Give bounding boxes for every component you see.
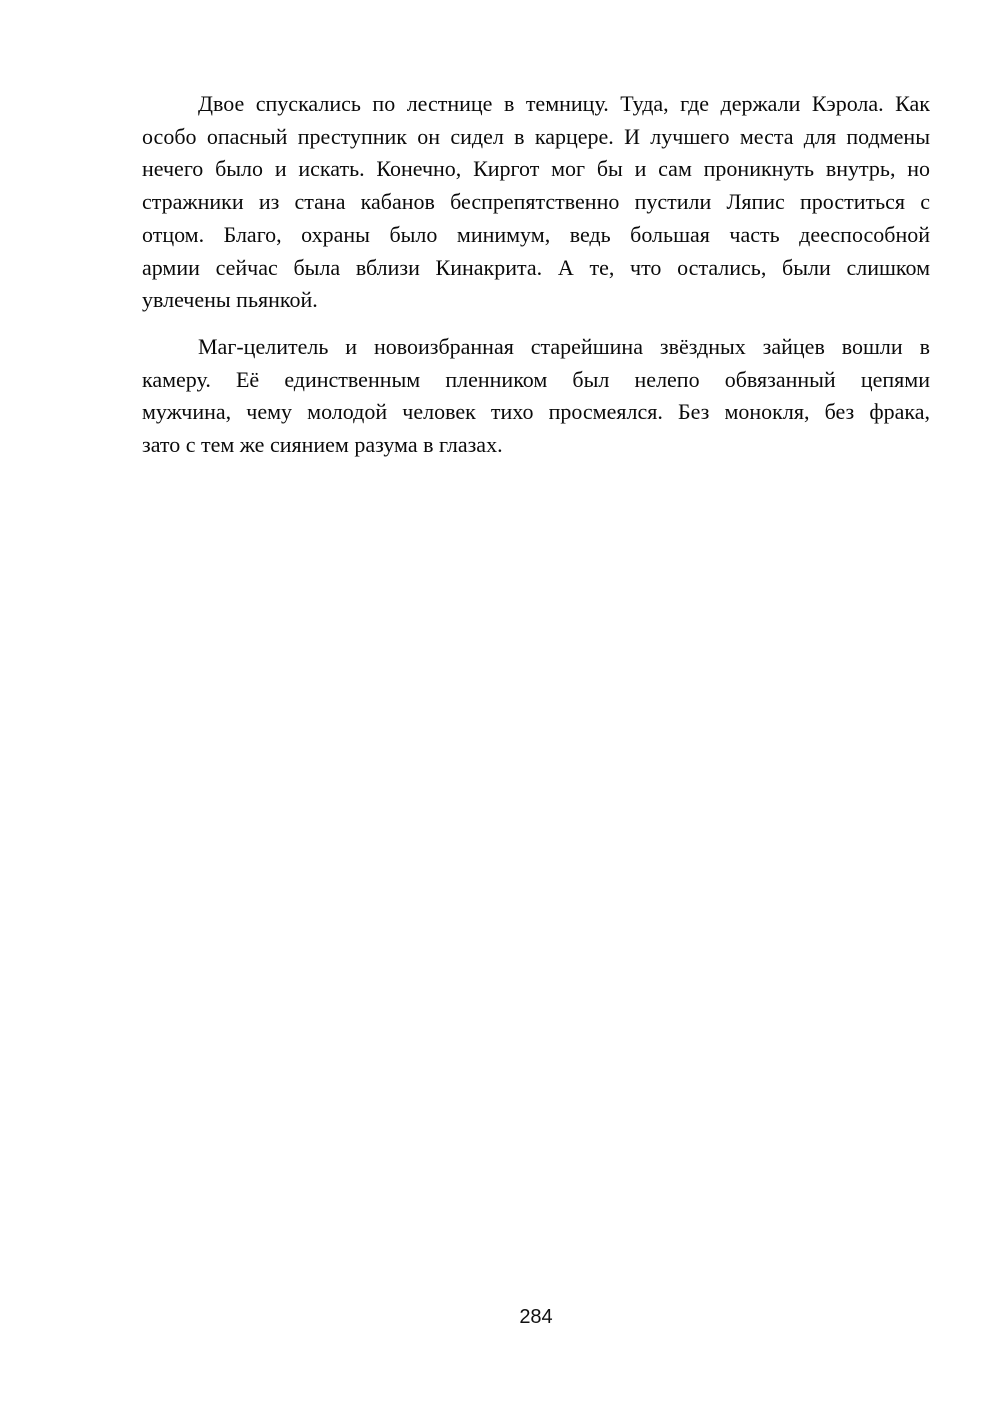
text-line: отцом. Благо, охраны было минимум, ведь большая часть дееспособной bbox=[142, 221, 930, 247]
paragraph bbox=[142, 88, 930, 317]
text-line: стражники из стана кабанов беспрепятственно пустили Ляпис проститься с bbox=[142, 189, 930, 215]
text-line: зато с тем же сиянием разума в глазах. bbox=[142, 432, 503, 458]
page-number: 284 bbox=[519, 1306, 553, 1328]
text-line: армии сейчас была вблизи Кинакрита. А те, что остались, были слишком bbox=[142, 254, 930, 280]
body-text bbox=[142, 88, 930, 462]
text-line: Двое спускались по лестнице в темницу. Туда, где держали Кэрола. Как bbox=[198, 91, 930, 116]
text-line: особо опасный преступник он сидел в карцере. И лучшего места для подмены bbox=[142, 123, 930, 149]
paragraph bbox=[142, 331, 930, 462]
text-line: мужчина, чему молодой человек тихо просмеялся. Без монокля, без фрака, bbox=[142, 399, 930, 425]
text-line: увлечены пьянкой. bbox=[142, 287, 318, 313]
text-line: нечего было и искать. Конечно, Киргот мог бы и сам проникнуть внутрь, но bbox=[142, 156, 930, 182]
text-line: Маг-целитель и новоизбранная старейшина звёздных зайцев вошли в bbox=[198, 333, 930, 359]
text-line: камеру. Её единственным пленником был нелепо обвязанный цепями bbox=[142, 366, 930, 392]
